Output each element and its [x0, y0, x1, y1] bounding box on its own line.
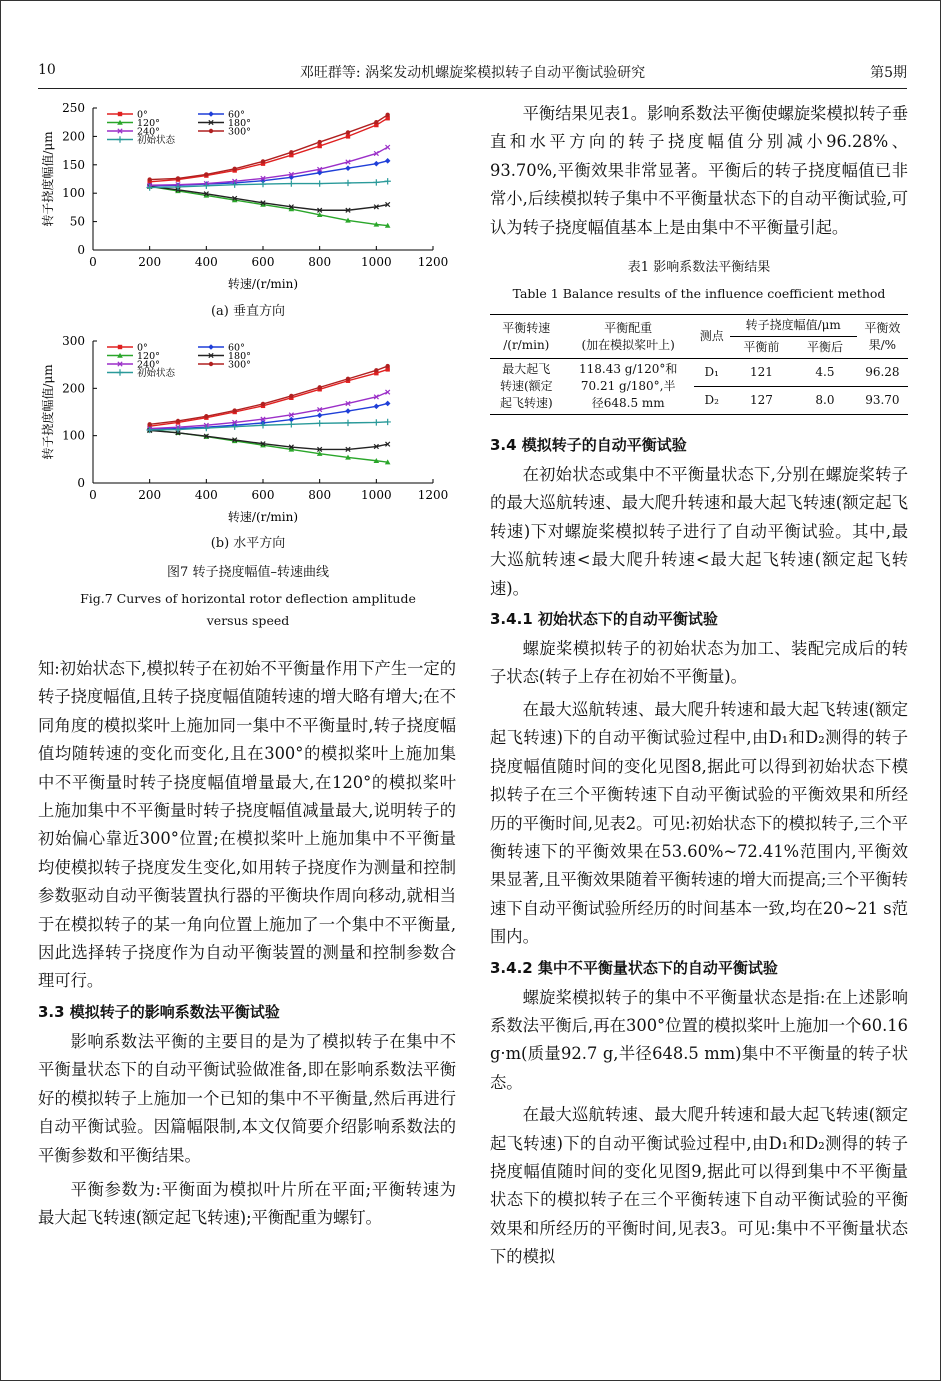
data-point: [346, 377, 350, 381]
data-point: [260, 181, 266, 187]
data-point: [345, 420, 351, 426]
y-tick-label: 0: [77, 243, 85, 257]
running-header: [38, 62, 907, 86]
data-point: [345, 180, 351, 186]
data-point: [385, 113, 389, 117]
y-tick-label: 250: [62, 101, 85, 115]
left-paragraph-3: 平衡参数为:平衡面为模拟叶片所在平面;平衡转速为最大起飞转速(额定起飞转速);平衡配重为螺钉。: [38, 1179, 456, 1228]
data-point: [204, 414, 208, 418]
running-title: 邓旺群等: 涡桨发动机螺旋桨模拟转子自动平衡试验研究: [299, 65, 646, 81]
th-after: 平衡后: [806, 340, 843, 355]
legend-label: 60°: [228, 109, 245, 121]
legend-label: 初始状态: [137, 135, 176, 146]
th-before: 平衡前: [743, 340, 780, 355]
right-paragraph-5: 螺旋桨模拟转子的集中不平衡量状态是指:在上述影响系数法平衡后,再在300°位置的模拟桨叶上施加一个60.16 g·m(质量92.7 g,半径648.5 mm)集中不平衡量的转子状态。: [490, 987, 908, 1092]
series-line: [150, 161, 388, 186]
legend-label: 240°: [137, 359, 160, 371]
legend-item: [198, 360, 251, 371]
series-0: [147, 116, 389, 184]
cell-weight: 118.43 g/120°和 70.21 g/180°,半 径648.5 mm: [563, 359, 694, 415]
x-tick-label: 400: [194, 488, 218, 502]
page-number: 10: [38, 62, 56, 78]
left-column: [38, 655, 456, 1233]
right-paragraph-4: 在最大巡航转速、最大爬升转速和最大起飞转速(额定起飞转速)下的自动平衡试验过程中,由D₁和D₂测得的转子挠度幅值随时间的变化见图8,据此可以得到初始状态下模拟转子在三个平衡转速下自动平衡试验的平衡效果和所经历的平衡时间,见表2。可见:初始状态下的模拟转子,三个平衡转速下的平衡效果在53.60%~72.41%范围内,平衡效果显著,且平衡效果随着平衡转速的增大而提高;三个平衡转速下自动平衡试验所经历的时间基本一致,均在20~21 s范围内。: [490, 699, 908, 947]
right-paragraph-2: 在初始状态或集中不平衡量状态下,分别在螺旋桨转子的最大巡航转速、最大爬升转速和最大起飞转速(额定起飞转速)下对螺旋桨模拟转子进行了自动平衡试验。其中,最大巡航转速<最大爬升转速<最大起飞转速(额定起飞转速)。: [490, 465, 908, 598]
data-point: [385, 401, 391, 407]
data-point: [346, 130, 350, 134]
series-5: [147, 364, 389, 427]
legend-label: 300°: [228, 359, 251, 371]
x-tick-label: 800: [308, 255, 332, 269]
right-paragraph-3: 螺旋桨模拟转子的初始状态为加工、装配完成后的转子状态(转子上存在初始不平衡量)。: [490, 639, 908, 687]
th-speed: 平衡转速 /(r/min): [490, 315, 563, 359]
legend-label: 0°: [137, 342, 148, 354]
data-point: [317, 385, 321, 389]
data-point: [289, 394, 293, 398]
cell-r1-effect: 96.28: [857, 359, 908, 387]
figure-caption: [38, 563, 458, 631]
th-effect: 平衡效 果/%: [857, 315, 908, 359]
cell-r2-effect: 93.70: [857, 387, 908, 415]
figure-caption-en-2: versus speed: [206, 613, 290, 628]
issue-number: 第5期: [870, 65, 907, 81]
legend-label: 180°: [228, 351, 251, 362]
data-point: [232, 167, 236, 171]
series-line: [150, 118, 388, 182]
subcaption-a: (a) 垂直方向: [210, 304, 286, 319]
x-tick-label: 600: [251, 255, 275, 269]
data-point: [374, 368, 378, 372]
subcaption-b: (b) 水平方向: [210, 536, 286, 551]
data-point: [373, 419, 379, 425]
x-tick-label: 200: [138, 488, 162, 502]
data-point: [289, 150, 293, 154]
legend-marker: [208, 111, 214, 117]
x-tick-label: 1000: [361, 255, 392, 269]
x-tick-label: 800: [308, 488, 332, 502]
x-tick-label: 400: [194, 255, 218, 269]
data-point: [288, 180, 294, 186]
x-tick-label: 1200: [417, 488, 449, 502]
series-line: [150, 430, 388, 462]
y-axis-label: 转子挠度幅值/μm: [41, 364, 55, 460]
th-point: 测点: [694, 315, 730, 359]
figure-caption-en-1: Fig.7 Curves of horizontal rotor deflection amplitude: [80, 591, 416, 606]
data-point: [317, 144, 321, 148]
section-3-3-heading: 3.3 模拟转子的影响系数法平衡试验: [38, 1002, 280, 1021]
legend-label: 60°: [228, 342, 245, 354]
series-line: [150, 115, 388, 180]
cell-r1-point: D₁: [694, 359, 730, 387]
y-tick-label: 150: [62, 157, 85, 172]
cell-r1-before: 121: [730, 359, 794, 387]
cell-r1-after: 4.5: [793, 359, 857, 387]
x-tick-label: 0: [89, 255, 97, 269]
data-point: [374, 161, 380, 167]
data-point: [261, 402, 265, 406]
x-axis-label: 转速/(r/min): [227, 510, 299, 524]
right-paragraph-1: 平衡结果见表1。影响系数法平衡使螺旋桨模拟转子垂直和水平方向的转子挠度幅值分别减小96.28%、93.70%,平衡效果非常显著。平衡后的转子挠度幅值已非常小,后续模拟转子集中不平衡量状态下的自动平衡试验,可认为转子挠度幅值基本上是由集中不平衡量引起。: [490, 104, 908, 237]
legend-marker: [118, 345, 122, 349]
right-column: [490, 100, 908, 1272]
th-deflection: 转子挠度幅值/μm: [730, 315, 857, 337]
chart-vertical: [38, 100, 458, 300]
cell-speed: 最大起飞 转速(额定 起飞转速): [490, 359, 563, 415]
legend-marker: [118, 112, 122, 116]
table-caption-en: Table 1 Balance results of the influence coefficient method: [512, 286, 886, 302]
right-paragraph-6: 在最大巡航转速、最大爬升转速和最大起飞转速(额定起飞转速)下的自动平衡试验过程中,由D₁和D₂测得的转子挠度幅值随时间的变化见图9,据此可以得到集中不平衡量状态下的模拟转子在三个平衡转速下自动平衡试验的平衡效果和所经历的平衡时间,见表3。可见:集中不平衡量状态下的模拟: [490, 1105, 908, 1267]
y-tick-label: 200: [62, 381, 85, 396]
y-tick-label: 0: [77, 476, 85, 490]
series-line: [150, 186, 388, 210]
y-tick-label: 300: [62, 334, 85, 348]
data-point: [374, 404, 380, 410]
data-point: [373, 179, 379, 185]
cell-r2-after: 8.0: [793, 387, 857, 415]
series-line: [150, 366, 388, 424]
x-tick-label: 0: [89, 488, 97, 502]
y-tick-label: 50: [69, 214, 85, 229]
legend-marker: [209, 129, 213, 133]
series-line: [150, 186, 388, 225]
series-3: [147, 428, 389, 451]
data-point: [385, 158, 391, 164]
figure-caption-cn: 图7 转子挠度幅值–转速曲线: [167, 565, 329, 580]
data-point: [176, 176, 180, 180]
data-point: [384, 178, 390, 184]
data-point: [317, 413, 323, 419]
th-weight: 平衡配重 (加在模拟桨叶上): [563, 315, 694, 359]
data-point: [316, 420, 322, 426]
data-point: [147, 422, 151, 426]
series-4: [147, 145, 389, 187]
legend-marker: [117, 369, 123, 375]
legend-label: 120°: [137, 351, 160, 362]
data-point: [345, 165, 351, 171]
data-point: [204, 172, 208, 176]
data-point: [317, 140, 321, 144]
data-point: [385, 364, 389, 368]
legend-marker: [209, 362, 213, 366]
data-point: [345, 408, 351, 414]
x-tick-label: 1000: [361, 488, 392, 502]
data-point: [385, 145, 389, 149]
series-5: [147, 113, 389, 182]
legend-marker: [117, 136, 123, 142]
section-3-4-2-heading: 3.4.2 集中不平衡量状态下的自动平衡试验: [490, 958, 778, 977]
table-caption-cn: 表1 影响系数法平衡结果: [627, 260, 771, 276]
y-tick-label: 100: [62, 428, 85, 443]
x-tick-label: 200: [138, 255, 162, 269]
legend-item: [198, 127, 251, 138]
left-paragraph-1: 知:初始状态下,模拟转子在初始不平衡量作用下产生一定的转子挠度幅值,且转子挠度幅值随转速的增大略有增大;在不同角度的模拟桨叶上施加同一集中不平衡量时,转子挠度幅值均随转速的变化而变化,且在300°的模拟桨叶上施加集中不平衡量时转子挠度幅值增量最大,在120°的模拟桨叶上施加集中不平衡量时转子挠度幅值减量最大,说明转子的初始偏心靠近300°位置;在模拟桨叶上施加集中不平衡量均使模拟转子挠度发生变化,如用转子挠度作为测量和控制参数驱动自动平衡装置执行器的平衡块作周向移动,就相当于在模拟转子的某一角向位置上施加了一个集中不平衡量,因此选择转子挠度作为自动平衡装置的测量和控制参数合理可行。: [38, 659, 456, 991]
legend-marker: [208, 344, 214, 350]
series-3: [147, 184, 389, 212]
x-tick-label: 1200: [417, 255, 449, 269]
data-point: [346, 134, 350, 138]
data-point: [288, 421, 294, 427]
legend-label: 180°: [228, 118, 251, 129]
chart-horizontal: [38, 333, 458, 533]
y-axis-label: 转子挠度幅值/μm: [41, 131, 55, 227]
section-3-4-1-heading: 3.4.1 初始状态下的自动平衡试验: [490, 610, 718, 629]
data-point: [316, 180, 322, 186]
legend-label: 240°: [137, 126, 160, 138]
balance-table: [490, 314, 908, 415]
x-tick-label: 600: [251, 488, 275, 502]
left-paragraph-2: 影响系数法平衡的主要目的是为了模拟转子在集中不平衡量状态下的自动平衡试验做准备,即在影响系数法平衡好的模拟转子上施加一个已知的集中不平衡量,然后再进行自动平衡试验。因篇幅限制,本文仅简要介绍影响系数法的平衡参数和平衡结果。: [38, 1031, 456, 1165]
series-1: [147, 401, 391, 433]
cell-r2-before: 127: [730, 387, 794, 415]
legend-label: 0°: [137, 109, 148, 121]
header-rule: [38, 88, 907, 89]
x-axis-label: 转速/(r/min): [227, 277, 299, 291]
y-tick-label: 100: [62, 186, 85, 201]
data-point: [374, 120, 378, 124]
data-point: [384, 419, 390, 425]
data-point: [176, 419, 180, 423]
legend-item: [107, 367, 176, 379]
legend-label: 120°: [137, 118, 160, 129]
series-0: [147, 367, 389, 428]
section-3-4-heading: 3.4 模拟转子的自动平衡试验: [490, 436, 687, 455]
y-tick-label: 200: [62, 129, 85, 144]
data-point: [147, 177, 151, 181]
cell-r2-point: D₂: [694, 387, 730, 415]
legend-label: 300°: [228, 126, 251, 138]
data-point: [261, 159, 265, 163]
data-point: [232, 408, 236, 412]
legend-label: 初始状态: [137, 368, 176, 379]
legend-item: [107, 134, 176, 146]
